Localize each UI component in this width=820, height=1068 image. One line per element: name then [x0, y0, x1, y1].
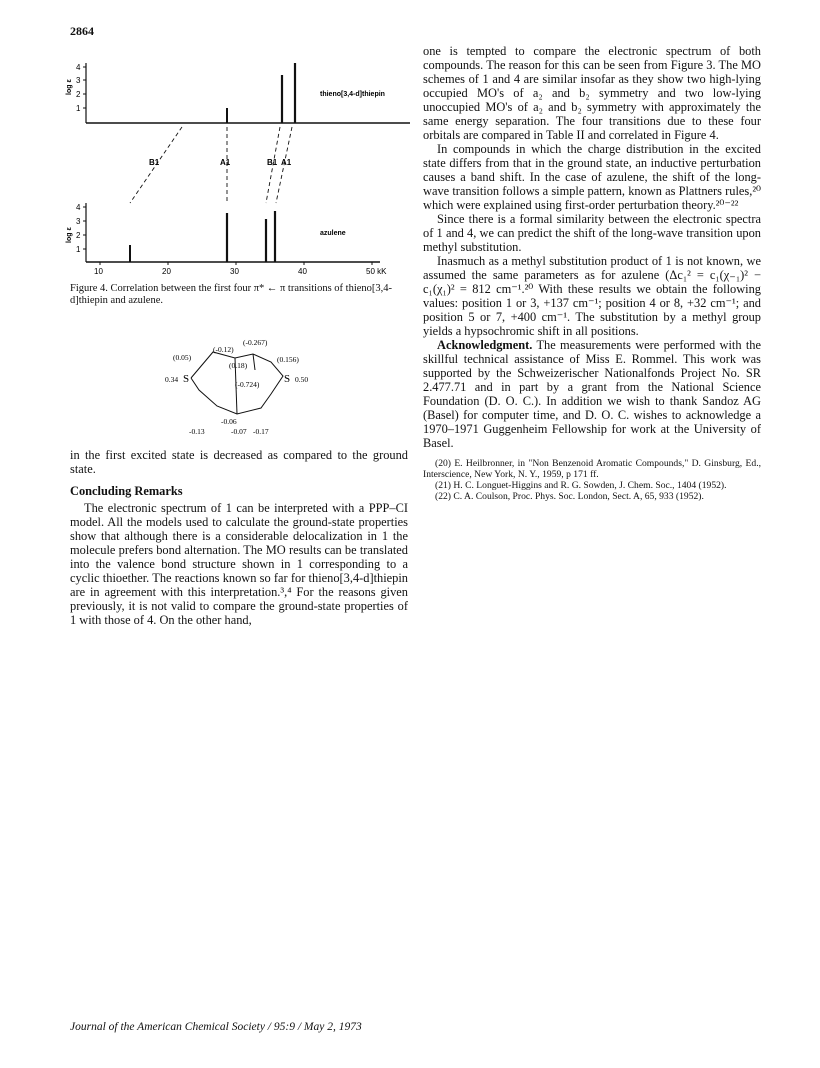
- mol-label-7: 0.34: [165, 375, 179, 384]
- journal-footer: Journal of the American Chemical Society / 95:9 / May 2, 1973: [70, 1021, 362, 1033]
- mol-label-5: (0.156): [277, 355, 299, 364]
- top-panel-label: thieno[3,4-d]thiepin: [320, 91, 385, 98]
- bottom-ytick-3: 3: [76, 217, 81, 226]
- left-column: [70, 448, 408, 627]
- reference-20: (20) E. Heilbronner, in "Non Benzenoid Aromatic Compounds," D. Ginsburg, Ed., Interscience, New York, N. Y., 1959, p 171 ff.: [423, 458, 761, 480]
- top-ylabel: log ε: [66, 79, 73, 95]
- xtick-30: 30: [230, 267, 239, 276]
- bottom-ytick-2: 2: [76, 231, 81, 240]
- bottom-ytick-1: 1: [76, 245, 81, 254]
- mol-sulfur-left: S: [183, 373, 190, 385]
- acknowledgment-text: The measurements were performed with the skillful technical assistance of Miss E. Rommel. This work was supported by the Schweizerischer Nationalfonds Project No. SR 2.477.71 and in part by a grant from the National Science Foundation (D. O. C.). In addition we wish to thank Sandoz AG (Basel) for computer time, and D. O. C. wishes to acknowledge a 1970–1971 Guggenheim Fellowship for work at the University of Basel.: [423, 338, 761, 450]
- bottom-panel: [66, 203, 387, 276]
- mol-label-1: (-0.267): [243, 338, 268, 347]
- bottom-panel-label: azulene: [320, 230, 346, 237]
- corr-label-b1-right: B1: [267, 158, 278, 167]
- corr-label-a1-right: A1: [281, 158, 292, 167]
- xtick-20: 20: [162, 267, 171, 276]
- mol-label-13: -0.07: [231, 427, 247, 436]
- bottom-ytick-4: 4: [76, 203, 81, 212]
- xtick-50: 50 kK: [366, 267, 387, 276]
- page-number: 2864: [70, 24, 94, 38]
- acknowledgment: [423, 338, 761, 450]
- bottom-ylabel: log ε: [66, 227, 73, 243]
- right-column: [423, 44, 761, 502]
- concluding-remarks-heading: Concluding Remarks: [70, 484, 183, 498]
- right-para-1: one is tempted to compare the electronic spectrum of both compounds. The reason for this can be seen from Figure 3. The MO schemes of 1 and 4 are similar insofar as they show two high-lying occupied MO's of a₂ and b₂ symmetry and two low-lying unoccupied MO's of a₂ and b₂ symmetry with approximately the same energy separation. The four transitions due to these four orbitals are compared in Table II and correlated in Figure 4.: [423, 44, 761, 142]
- corr-label-a1-left: A1: [220, 158, 231, 167]
- mol-label-10: 0.50: [295, 375, 309, 384]
- figure-4: [66, 45, 410, 280]
- xtick-10: 10: [94, 267, 103, 276]
- mol-label-14: -0.17: [253, 427, 269, 436]
- reference-22: (22) C. A. Coulson, Proc. Phys. Soc. London, Sect. A, 65, 933 (1952).: [435, 491, 704, 502]
- mol-label-11: -0.06: [221, 417, 237, 426]
- mol-label-4: (0.18): [229, 361, 248, 370]
- figure-4-caption: Figure 4. Correlation between the first four π* ← π transitions of thieno[3,4-d]thiepin and azulene.: [70, 283, 393, 306]
- top-ytick-3: 3: [76, 76, 81, 85]
- mol-label-6: (-0.724): [235, 380, 260, 389]
- corr-label-b1-left: B1: [149, 158, 160, 167]
- xtick-40: 40: [298, 267, 307, 276]
- right-para-2: In compounds in which the charge distribution in the excited state differs from that in the ground state, an inductive perturbation causes a band shift. In the case of azulene, the shift of the long-wave transition follows a simple pattern, known as Plattners rules,²⁰ which were explained using first-order perturbation theory.²⁰⁻²²: [423, 142, 761, 212]
- acknowledgment-heading: Acknowledgment.: [437, 338, 533, 352]
- molecule-diagram: [165, 330, 345, 445]
- right-para-3: Since there is a formal similarity between the electronic spectra of 1 and 4, we can predict the shift of the long-wave transition upon methyl substitution.: [423, 212, 761, 254]
- mol-label-2: (-0.12): [213, 345, 234, 354]
- concluding-remarks-text: The electronic spectrum of 1 can be interpreted with a PPP–CI model. All the models used to calculate the ground-state properties show that although there is a considerable delocalization in 1 the molecule prefers bond alternation. The MO results can be translated into the valence bond structure shown in 1 corresponding to a cyclic thioether. The reactions known so far for thieno[3,4-d]thiepin are in agreement with this interpretation.³,⁴ For the reasons given previously, it is not valid to compare the ground-state properties of 1 with those of 4. On the other hand,: [70, 501, 408, 627]
- left-para-continued: in the first excited state is decreased as compared to the ground state.: [70, 448, 408, 476]
- mol-sulfur-right: S: [284, 373, 291, 385]
- mol-label-12: -0.13: [189, 427, 205, 436]
- right-para-4: Inasmuch as a methyl substitution product of 1 is not known, we assumed the same parameters as for azulene (Δc₁² = c₁(χ₋₁)² − c₁(χ₁)² = 812 cm⁻¹.²⁰ With these results we obtain the following values: position 1 or 3, +137 cm⁻¹; position 4 or 8, +32 cm⁻¹; and position 5 or 7, +400 cm⁻¹. The substitution by a methyl group yields a hypsochromic shift in all positions.: [423, 254, 761, 338]
- top-ytick-1: 1: [76, 104, 81, 113]
- top-ytick-2: 2: [76, 90, 81, 99]
- references: [423, 458, 761, 502]
- mol-label-3: (0.05): [173, 353, 192, 362]
- top-panel: [66, 63, 410, 123]
- top-ytick-4: 4: [76, 63, 81, 72]
- reference-21: (21) H. C. Longuet-Higgins and R. G. Sowden, J. Chem. Soc., 1404 (1952).: [435, 480, 727, 491]
